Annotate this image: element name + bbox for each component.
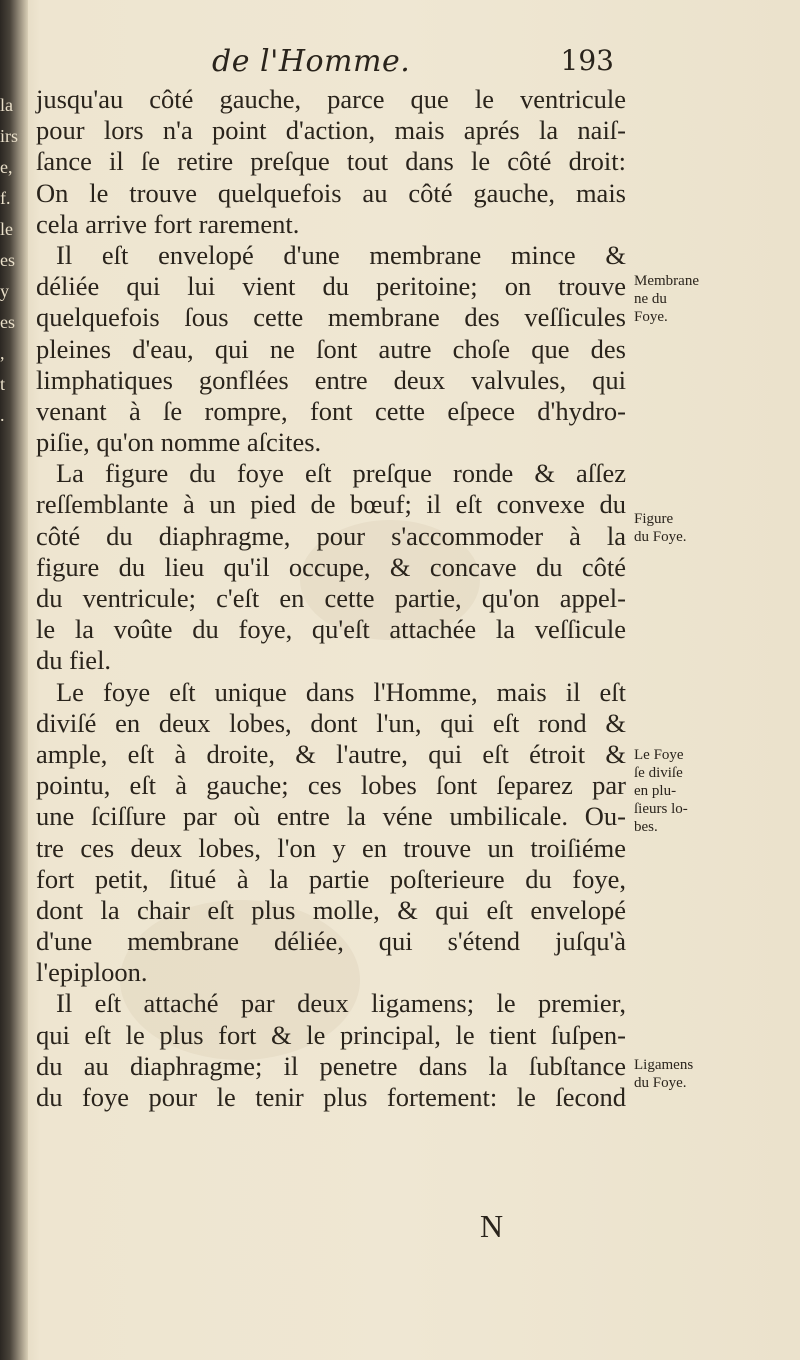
text-line: pointu, eſt à gauche; ces lobes ſont ſeparez par <box>36 770 626 801</box>
text-line: du ventricule; c'eſt en cette partie, qu'on appel- <box>36 583 626 613</box>
text-line: diviſé en deux lobes, dont l'un, qui eſt rond & <box>36 707 626 738</box>
marginal-note-line: Ligamens <box>634 1057 694 1073</box>
text-line: venant à ſe rompre, font cette eſpece d'hydro- <box>36 395 626 426</box>
page-number: 193 <box>560 44 614 77</box>
signature-mark: N <box>480 1208 504 1244</box>
marginal-note-lobes <box>634 746 794 836</box>
gutter-mark: la <box>0 95 13 115</box>
text-line: On le trouve quelquefois au côté gauche, mais <box>36 177 626 208</box>
marginal-note-line: bes. <box>634 819 658 835</box>
text-line: pour lors n'a point d'action, mais aprés la naiſ- <box>36 115 626 146</box>
text-line: une ſciſſure par où entre la véne umbilicale. Ou- <box>36 801 626 832</box>
text-line: du au diaphragme; il penetre dans la ſubſtance <box>36 1050 626 1081</box>
text-line: piſie, qu'on nomme aſcites. <box>36 427 322 458</box>
gutter-mark: t <box>0 374 6 394</box>
gutter-mark: le <box>0 219 13 239</box>
marginal-note-ligaments <box>634 1056 794 1092</box>
text-line: dont la chair eſt plus molle, & qui eſt envelopé <box>36 894 626 925</box>
gutter-mark: . <box>0 405 5 425</box>
text-line: ſance il ſe retire preſque tout dans le côté droit: <box>36 146 626 177</box>
text-line: reſſemblante à un pied de bœuf; il eſt convexe du <box>36 489 626 520</box>
text-line: ample, eſt à droite, & l'autre, qui eſt étroit & <box>36 738 626 769</box>
page-header <box>200 44 620 84</box>
marginal-note-line: du Foye. <box>634 529 687 545</box>
text-line: La figure du foye eſt preſque ronde & aſſez <box>56 458 626 489</box>
text-line: Le foye eſt unique dans l'Homme, mais il eſt <box>56 676 626 707</box>
text-line: limphatiques gonflées entre deux valvules, qui <box>36 364 626 395</box>
marginal-note-line: Membrane <box>634 273 699 289</box>
marginal-note-line: Figure <box>634 511 674 527</box>
text-line: Il eſt envelopé d'une membrane mince & <box>56 239 626 270</box>
gutter-mark: f. <box>0 188 11 208</box>
text-line: côté du diaphragme, pour s'accommoder à la <box>36 520 626 551</box>
text-line: cela arrive fort rarement. <box>36 208 300 239</box>
marginal-note-line: Foye. <box>634 309 668 325</box>
running-title: de l'Homme. <box>212 44 411 79</box>
gutter-mark: e, <box>0 157 13 177</box>
text-line: du fiel. <box>36 645 112 676</box>
text-line: l'epiploon. <box>36 957 148 988</box>
gutter-mark: es <box>0 250 15 270</box>
gutter-mark: es <box>0 312 15 332</box>
text-line: jusqu'au côté gauche, parce que le ventricule <box>36 84 626 114</box>
text-line: le la voûte du foye, qu'eſt attachée la veſſicule <box>36 614 626 645</box>
gutter-mark: irs <box>0 126 18 146</box>
marginal-note-line: du Foye. <box>634 1075 687 1091</box>
text-line: figure du lieu qu'il occupe, & concave du côté <box>36 551 626 582</box>
text-line: quelquefois ſous cette membrane des veſſicules <box>36 302 626 333</box>
text-line: fort petit, ſitué à la partie poſterieure du foye, <box>36 863 626 894</box>
marginal-note-line: ſieurs lo- <box>634 801 688 817</box>
body-text <box>36 84 626 1113</box>
text-line: du foye pour le tenir plus fortement: le ſecond <box>36 1082 626 1112</box>
marginal-note-figure <box>634 510 794 546</box>
text-line: Il eſt attaché par deux ligamens; le premier, <box>56 988 626 1019</box>
gutter-marks <box>0 90 18 431</box>
book-gutter <box>0 0 28 1360</box>
text-line: pleines d'eau, qui ne ſont autre choſe que des <box>36 333 626 364</box>
text-line: qui eſt le plus fort & le principal, le tient ſuſpen- <box>36 1019 626 1050</box>
text-line: tre ces deux lobes, l'on y en trouve un troiſiéme <box>36 832 626 863</box>
marginal-note-membrane <box>634 272 794 326</box>
text-line: déliée qui lui vient du peritoine; on trouve <box>36 271 626 302</box>
marginal-note-line: en plu- <box>634 783 677 799</box>
gutter-mark: , <box>0 343 5 363</box>
gutter-mark: y <box>0 281 9 301</box>
text-line: d'une membrane déliée, qui s'étend juſqu'à <box>36 926 626 957</box>
marginal-note-line: ne du <box>634 291 667 307</box>
marginal-note-line: Le Foye <box>634 747 684 763</box>
marginal-note-line: ſe diviſe <box>634 765 683 781</box>
